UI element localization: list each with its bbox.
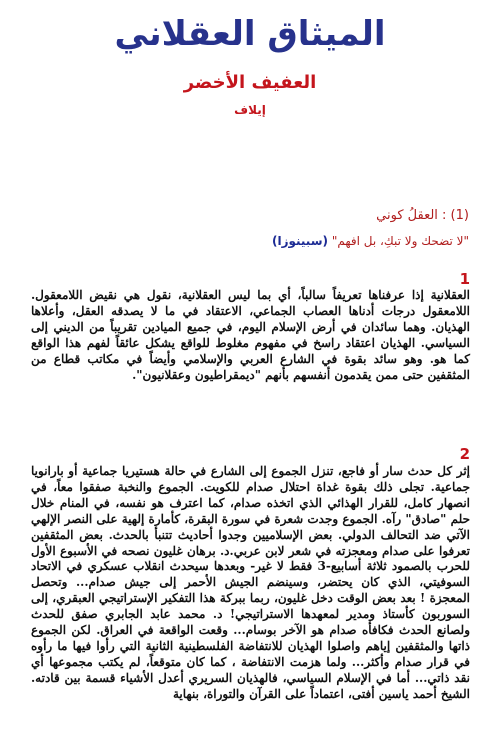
epigraph-quote: "لا تضحك ولا تبكِ، بل افهم" <box>331 234 469 248</box>
publisher-name: إيلاف <box>234 103 266 117</box>
epigraph-attribution: (سبينوزا) <box>271 234 328 248</box>
paragraph-number: 2 <box>459 445 470 463</box>
epigraph <box>272 234 469 248</box>
paragraph-text: العقلانية إذا عرفناها تعريفاً سالباً، أي بما ليس العقلانية، نقول هي نقيض اللامعقول. اللامعقول درجات أدناها العصاب الجماعي، الاعتقاد في ما لا يصدقه العقل، وأعلاها الهذيان. وهما سائدان في أرض الإسلام اليوم، في جميع الميادين تقريباً من الديني إلى السياسي. الهذيان اعتقاد راسخ في مفهوم مغلوط للواقع يشكل عائقاً لفهم هذا الواقع كما هو. وهو سائد بقوة في الشارع العربي والإسلامي وأيضاً في مكاتب قطاع من المثقفين حتى ممن يقدمون أنفسهم بأنهم "ديمقراطيون وعقلانيون". <box>31 288 470 382</box>
paragraph-text: إثر كل حدث سار أو فاجع، تنزل الجموع إلى الشارع في حالة هستيريا جماعية أو بارانويا جماعية. تجلى ذلك بقوة غداة احتلال صدام للكويت. الجموع والنخبة صفقوا معاً، في انصهار كامل، للقرار الهذائي الذي اتخذه صدام، كما اعترف هو نفسه، في المنام خلال حلم "صادق" رآه. الجموع وجدت شعرة في سورة البقرة، كأمارة إلهية على النصر الإلهي الآتي ضد التحالف الدولي. بعض الإسلاميين وجدوا أحاديث تتنبأ بالحدث. بعض المثقفين تعرفوا على صدام ومعجزته في شعر لابن عربي.د. برهان غليون نصحه في الأسبوع الأول للحرب بالصمود ثلاثة أسابيع-3 فقط لا غير- وبعدها سيحدث انقلاب عسكري في الاتحاد السوفيتي، الذي كان يحتضر، وسينضم الجيش الأحمر إلى جيش صدام... وتحصل المعجزة ! بعد بعض الوقت دخل غليون، ربما ببركة هذا التفكير الإستراتيجي العبقري، إلى السوربون كأستاذ ومدير لمعهدها الاستراتيجي! د. محمد عابد الجابري صفق للحدث ولصانع الحدث فكافأه صدام هو الآخر بوسام... وقعت الواقعة في العراق. لكن الجموع ذاتها والمثقفين إياهم واصلوا الهذيان للانتفاضة الفلسطينية الثانية التي رأوا فيها ما رأوه في قرار صدام وأكثر... ولما هزمت الانتفاضة ، كما كان متوقعاً، لم يكتب مجموعها أي نقد ذاتي... أما في الإسلام السياسي، فالهذيان السريري أعدل الأشياء قسمة بين قادته. الشيخ أحمد ياسين أفتى، اعتماداً على القرآن والتوراة، بنهاية <box>31 464 470 701</box>
document-title: الميثاق العقلاني <box>114 14 386 54</box>
section-heading: (1) : العقلُ كوني <box>376 208 469 223</box>
author-name: العفيف الأخضر <box>183 72 317 93</box>
paragraph-number: 1 <box>459 270 470 288</box>
